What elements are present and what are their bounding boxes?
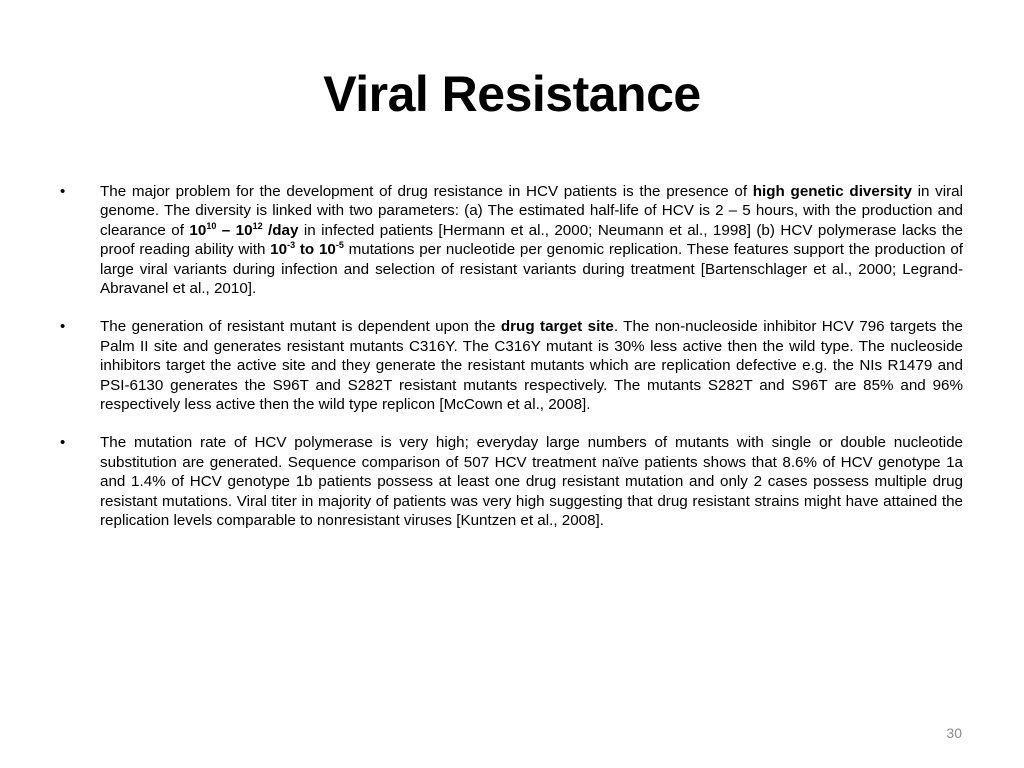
text-segment-bold: to 10	[295, 241, 336, 259]
superscript: -3	[287, 240, 296, 251]
text-segment: mutations per nucleotide per genomic replication. These features support the production of large viral variants during infection and selection of resistant variants during treatment [Bartenschlager et al., 2000; Legrand-Abravanel et al., 2010].	[100, 241, 963, 298]
bullet-item	[60, 182, 963, 298]
text-segment-bold: 10	[270, 241, 288, 259]
bullet-text	[100, 433, 963, 530]
bullet-marker: •	[60, 434, 66, 452]
text-segment: in infected patients [Hermann et al., 2000; Neumann et al., 1998] (b) HCV polymerase lacks the proof reading ability with	[100, 221, 963, 259]
text-segment: . The non-nucleoside inhibitor HCV 796 targets the Palm II site and generates resistant mutants C316Y. The C316Y mutant is 30% less active then the wild type. The nucleoside inhibitors target the active site and they generate the resistant mutants which are replication defective e.g. the NIs R1479 and PSI-6130 generates the S96T and S282T resistant mutants respectively. The mutants S282T and S96T are 85% and 96% respectively less active then the wild type replicon [McCown et al., 2008].	[100, 318, 963, 414]
text-segment: The mutation rate of HCV polymerase is very high; everyday large numbers of mutants with single or double nucleotide substitution are generated. Sequence comparison of 507 HCV treatment naïve patients shows that 8.6% of HCV genotype 1a and 1.4% of HCV genotype 1b patients possess at least one drug resistant mutation and only 2 cases possess multiple drug resistant mutations. Viral titer in majority of patients was very high suggesting that drug resistant strains might have attained the replication levels comparable to nonresistant viruses [Kuntzen et al., 2008].	[100, 434, 963, 530]
text-segment: The major problem for the development of drug resistance in HCV patients is the presence of	[100, 183, 753, 200]
bullet-text	[100, 182, 963, 298]
text-segment: The generation of resistant mutant is dependent upon the	[100, 318, 501, 336]
bullet-list	[60, 182, 963, 550]
bullet-marker: •	[60, 318, 66, 336]
bullet-text	[100, 317, 963, 414]
bullet-item	[60, 317, 963, 414]
text-segment: in viral genome. The diversity is linked with two parameters: (a) The estimated half-life of HCV is 2 – 5 hours, with the production and clearance of	[100, 183, 963, 239]
text-segment-bold: – 10	[216, 221, 253, 239]
text-segment-bold: high genetic diversity	[752, 183, 912, 200]
bullet-marker: •	[60, 183, 66, 200]
superscript: 10	[206, 220, 217, 231]
text-segment-bold: /day	[262, 221, 299, 239]
page-number: 30	[946, 725, 962, 741]
slide-title: Viral Resistance	[323, 66, 701, 122]
superscript: 12	[252, 220, 263, 231]
text-segment-bold: drug target site	[500, 318, 614, 336]
text-segment-bold: 10	[189, 221, 207, 239]
bullet-item	[60, 433, 963, 530]
superscript: -5	[335, 240, 344, 251]
